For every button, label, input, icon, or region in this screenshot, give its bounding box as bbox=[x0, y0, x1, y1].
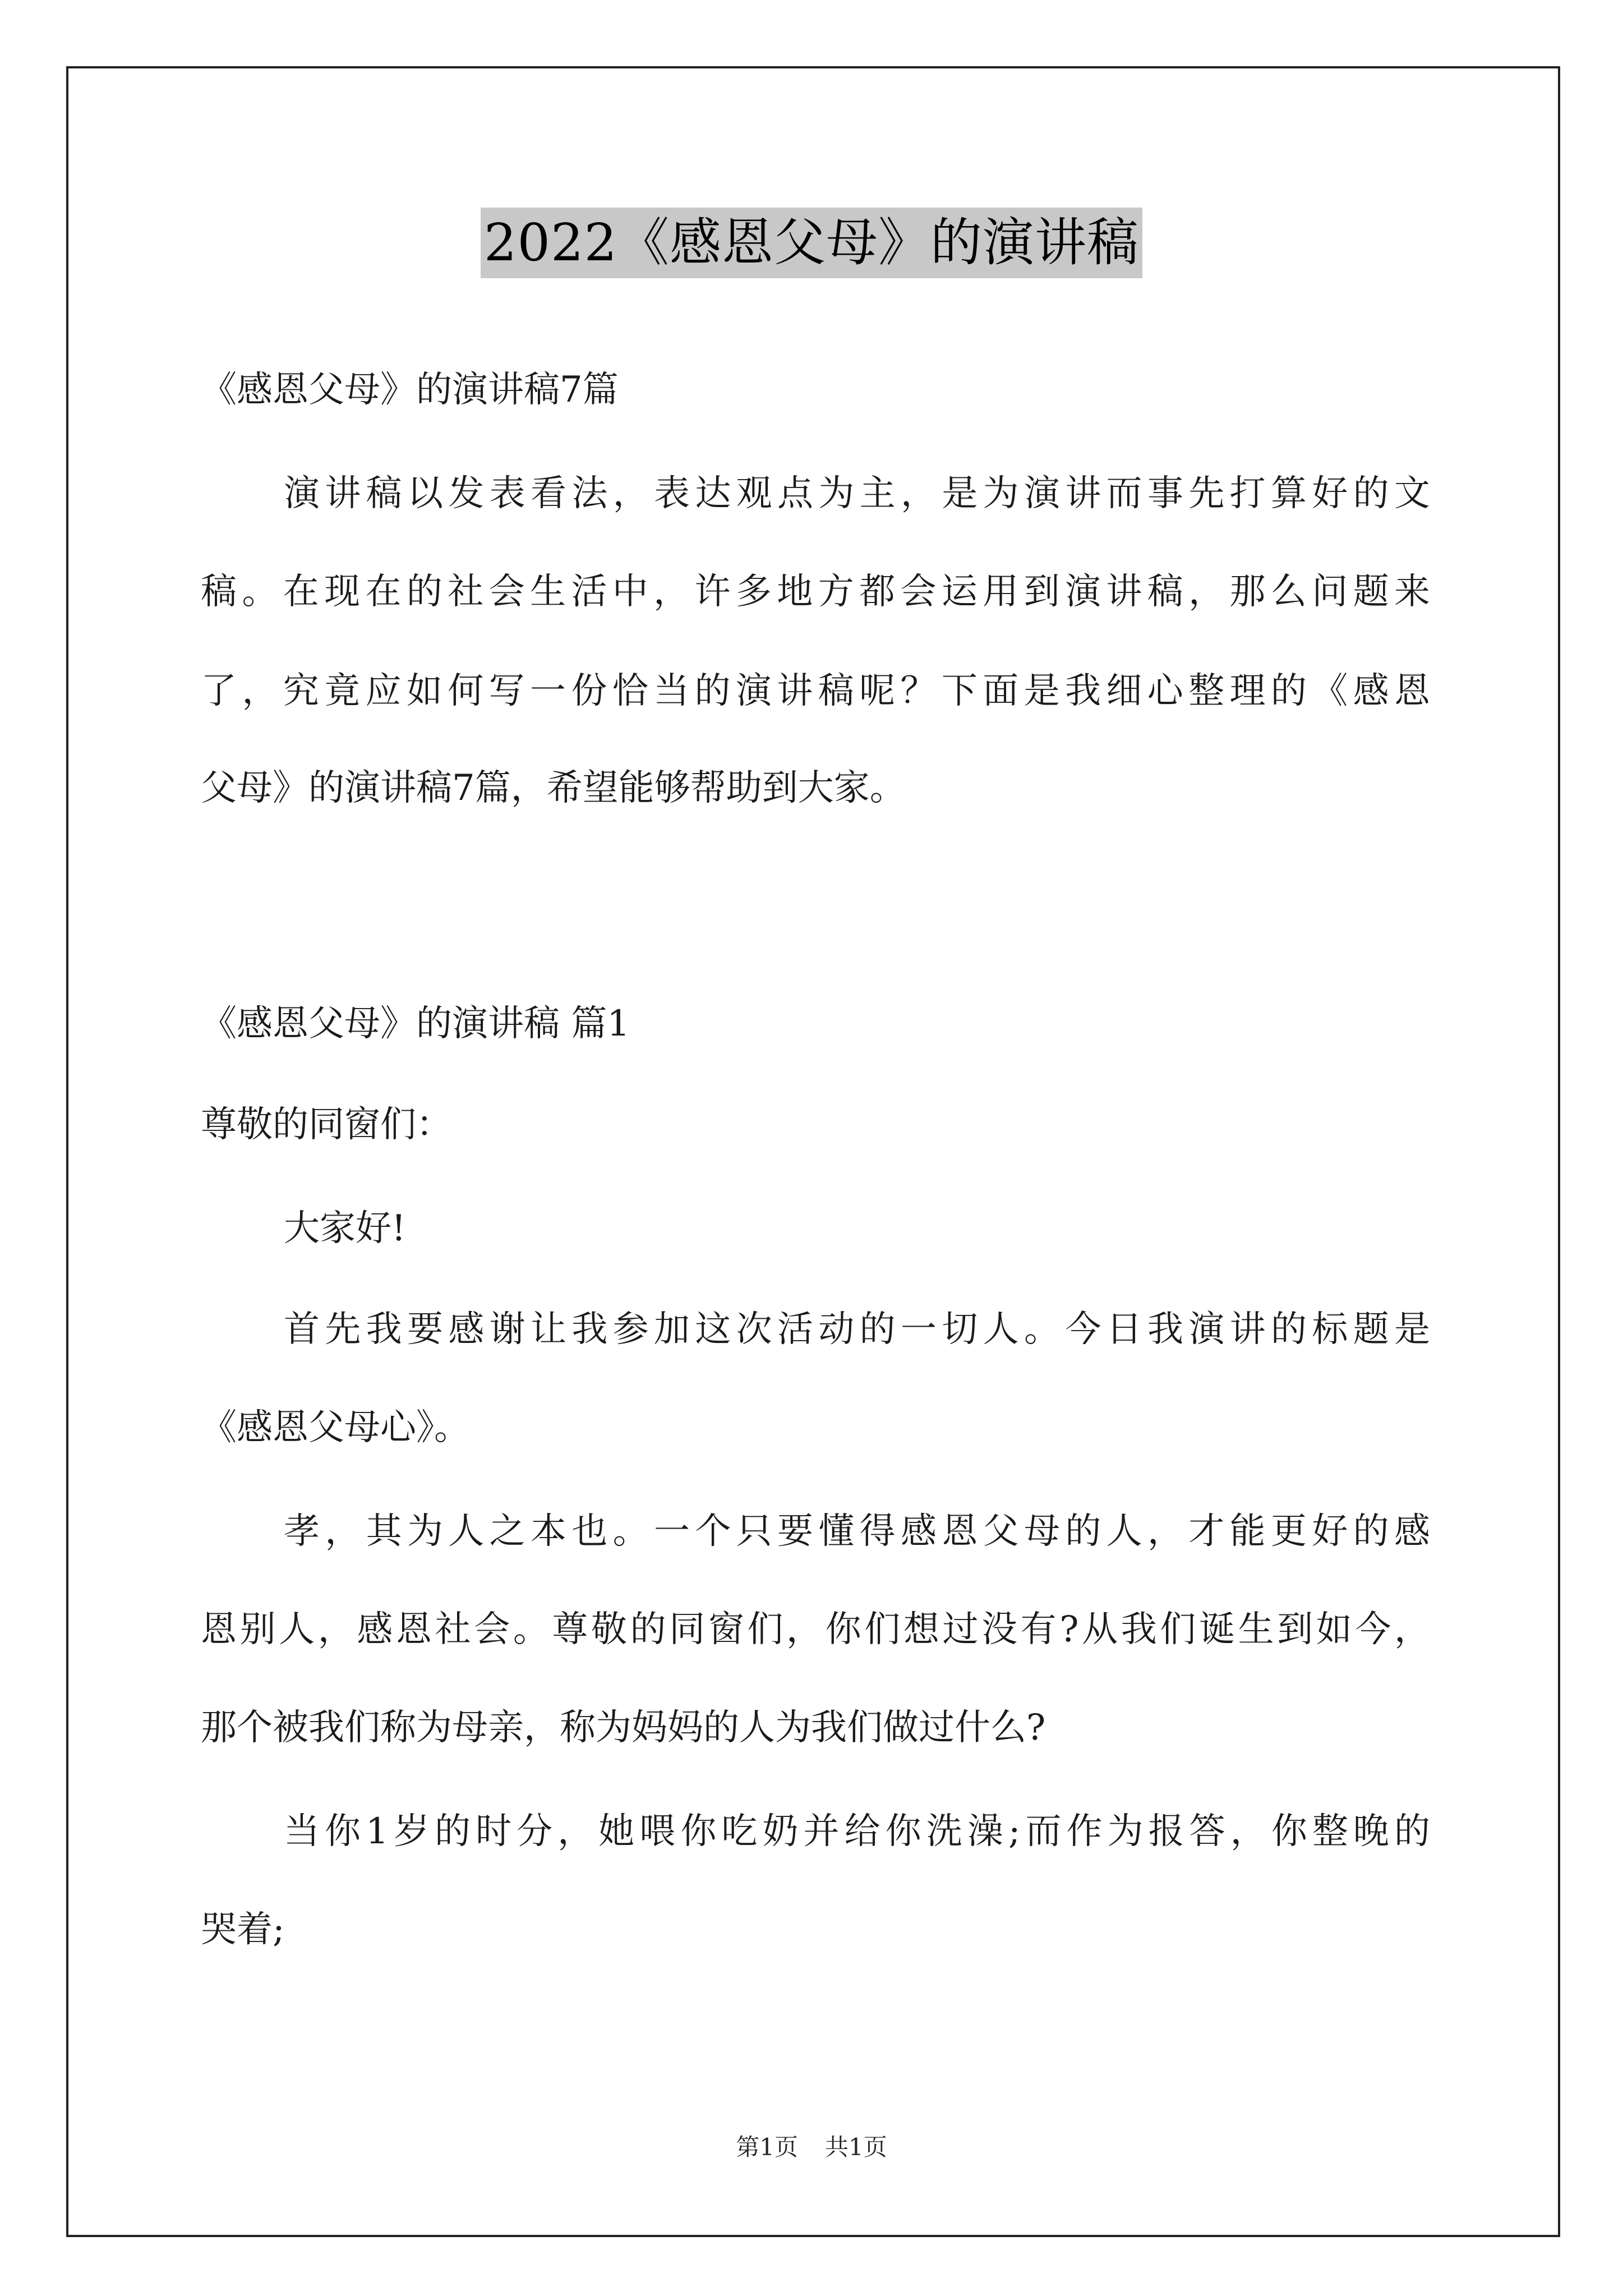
intro-line: 演讲稿以发表看法，表达观点为主，是为演讲而事先打算好的文 bbox=[284, 473, 1430, 514]
document-title: 2022《感恩父母》的演讲稿 bbox=[481, 208, 1142, 278]
paragraph-line: 哭着; bbox=[201, 1909, 285, 1950]
page-total: 共1页 bbox=[825, 2133, 887, 2161]
paragraph-line: 首先我要感谢让我参加这次活动的一切人。今日我演讲的标题是 bbox=[284, 1309, 1430, 1350]
subtitle: 《感恩父母》的演讲稿7篇 bbox=[201, 369, 619, 411]
paragraph-line: 那个被我们称为母亲，称为妈妈的人为我们做过什么? bbox=[201, 1707, 1046, 1749]
title-container bbox=[0, 208, 1623, 278]
paragraph-line: 恩别人，感恩社会。尊敬的同窗们，你们想过没有?从我们诞生到如今， bbox=[201, 1609, 1430, 1650]
paragraph-line: 当你1岁的时分，她喂你吃奶并给你洗澡;而作为报答，你整晚的 bbox=[284, 1811, 1430, 1852]
page-number: 第1页 bbox=[736, 2133, 798, 2161]
intro-line: 父母》的演讲稿7篇，希望能够帮助到大家。 bbox=[201, 767, 906, 809]
salutation: 尊敬的同窗们： bbox=[201, 1104, 452, 1145]
paragraph-line: 《感恩父母心》。 bbox=[201, 1407, 470, 1448]
intro-line: 了，究竟应如何写一份恰当的演讲稿呢？下面是我细心整理的《感恩 bbox=[201, 670, 1430, 712]
intro-line: 稿。在现在的社会生活中，许多地方都会运用到演讲稿，那么问题来 bbox=[201, 571, 1430, 613]
greeting: 大家好! bbox=[284, 1208, 406, 1249]
section-heading: 《感恩父母》的演讲稿 篇1 bbox=[201, 1003, 630, 1045]
paragraph-line: 孝，其为人之本也。一个只要懂得感恩父母的人，才能更好的感 bbox=[284, 1511, 1430, 1552]
page-footer bbox=[0, 2132, 1623, 2163]
